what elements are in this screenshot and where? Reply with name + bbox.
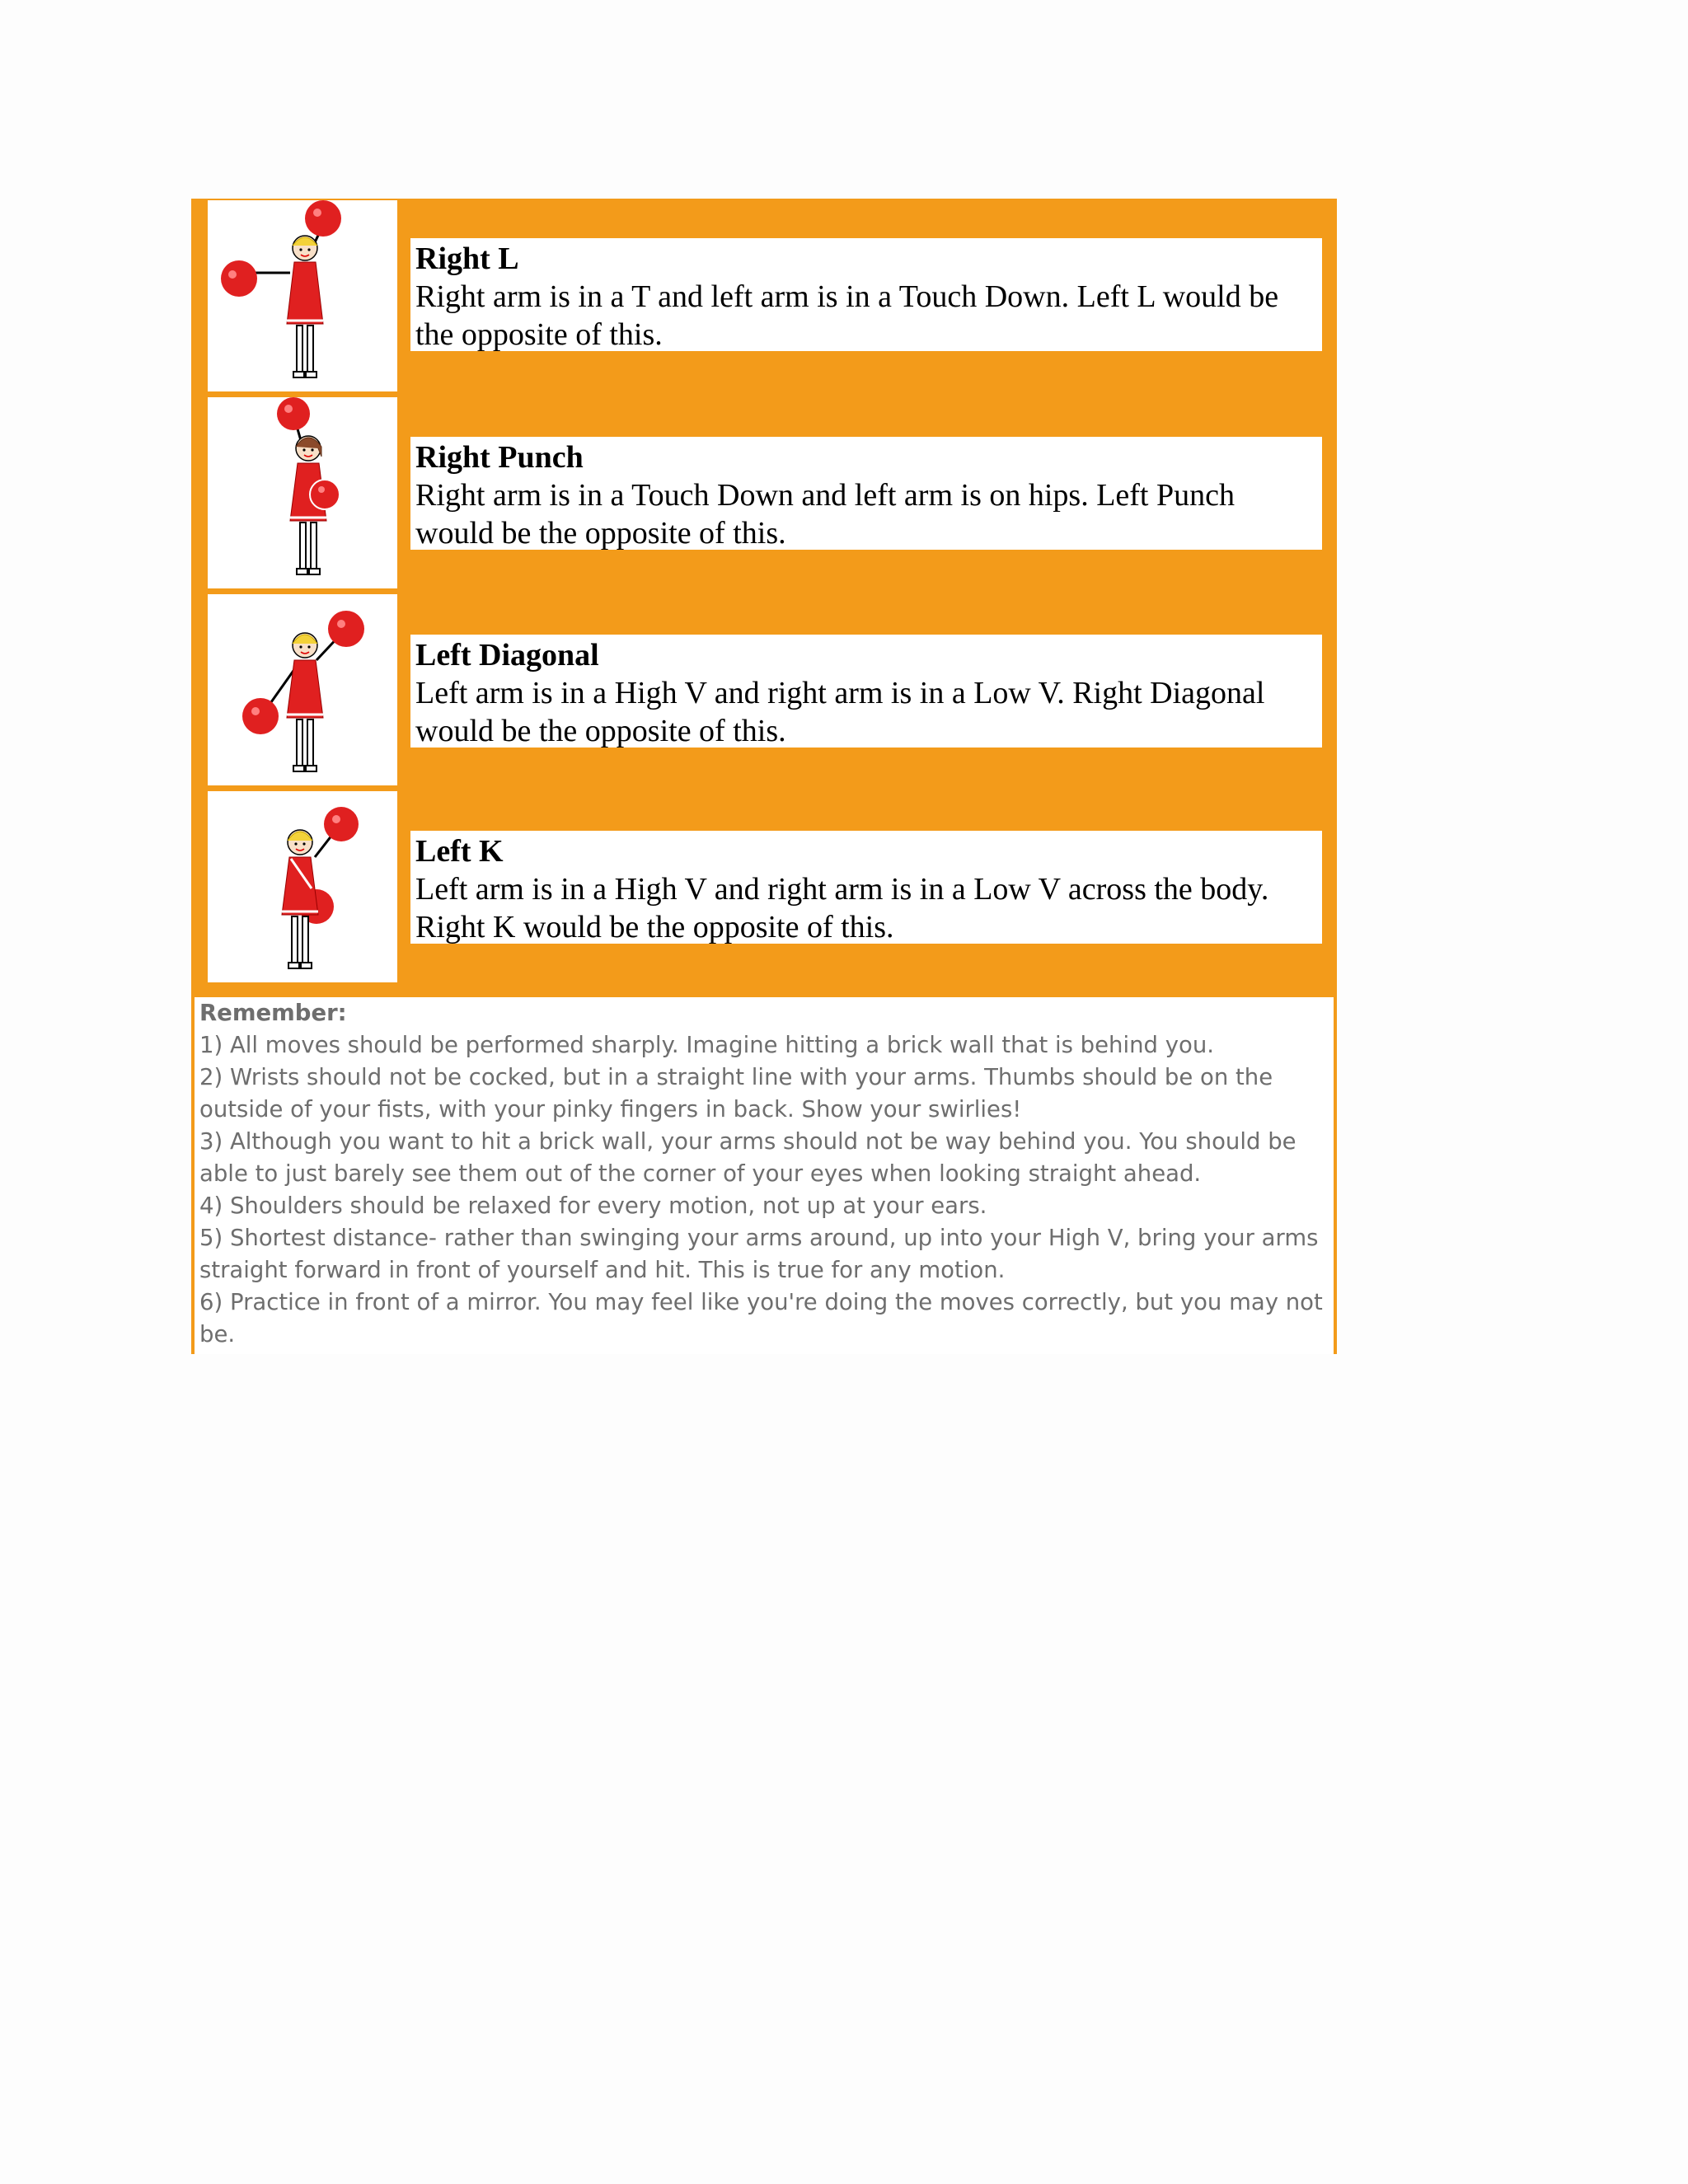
pom-icon [324, 807, 359, 841]
move-description: Left arm is in a High V and right arm is in a Low V. Right Diagonal would be the opposite of this. [415, 676, 1265, 748]
move-title: Right Punch [415, 440, 584, 475]
tip-item: 1) All moves should be performed sharply. Imagine hitting a brick wall that is behind you. [199, 1032, 1215, 1058]
remember-title: Remember: [199, 1000, 347, 1026]
moves-panel [191, 199, 1337, 998]
move-description: Right arm is in a Touch Down and left arm is on hips. Left Punch would be the opposite of this. [415, 478, 1235, 551]
move-description: Right arm is in a T and left arm is in a Touch Down. Left L would be the opposite of this. [415, 279, 1279, 352]
move-row-left-diagonal [191, 593, 1337, 786]
cheerleader-right-punch-image [208, 397, 397, 588]
tip-item: 6) Practice in front of a mirror. You may feel like you're doing the moves correctly, but you may not be. [199, 1289, 1323, 1347]
pom-icon [277, 397, 310, 430]
move-row-left-k [191, 790, 1337, 983]
pom-icon [305, 200, 341, 237]
move-row-right-punch [191, 396, 1337, 589]
move-text-box [410, 238, 1322, 351]
pom-icon [328, 611, 364, 647]
move-title: Left K [415, 834, 504, 869]
cheerleader-right-l-image [208, 200, 397, 391]
tip-item: 3) Although you want to hit a brick wall, your arms should not be way behind you. You should be able to just barely see them out of the corner of your eyes when looking straight ahead. [199, 1128, 1296, 1187]
remember-section [191, 997, 1337, 1354]
move-title: Left Diagonal [415, 638, 599, 673]
tip-item: 4) Shoulders should be relaxed for every motion, not up at your ears. [199, 1193, 987, 1219]
move-text-box [410, 635, 1322, 748]
tip-item: 2) Wrists should not be cocked, but in a straight line with your arms. Thumbs should be on the outside of your fists, with your pinky fingers in back. Show your swirlies! [199, 1064, 1273, 1122]
tip-item: 5) Shortest distance- rather than swinging your arms around, up into your High V, bring your arms straight forward in front of yourself and hit. This is true for any motion. [199, 1225, 1319, 1283]
move-title: Right L [415, 241, 519, 276]
cheerleader-left-k-image [208, 791, 397, 982]
move-text-box [410, 437, 1322, 550]
move-description: Left arm is in a High V and right arm is in a Low V across the body. Right K would be the opposite of this. [415, 872, 1269, 944]
cheerleader-left-diagonal-image [208, 594, 397, 785]
move-text-box [410, 831, 1322, 944]
move-row-right-l [191, 199, 1337, 392]
